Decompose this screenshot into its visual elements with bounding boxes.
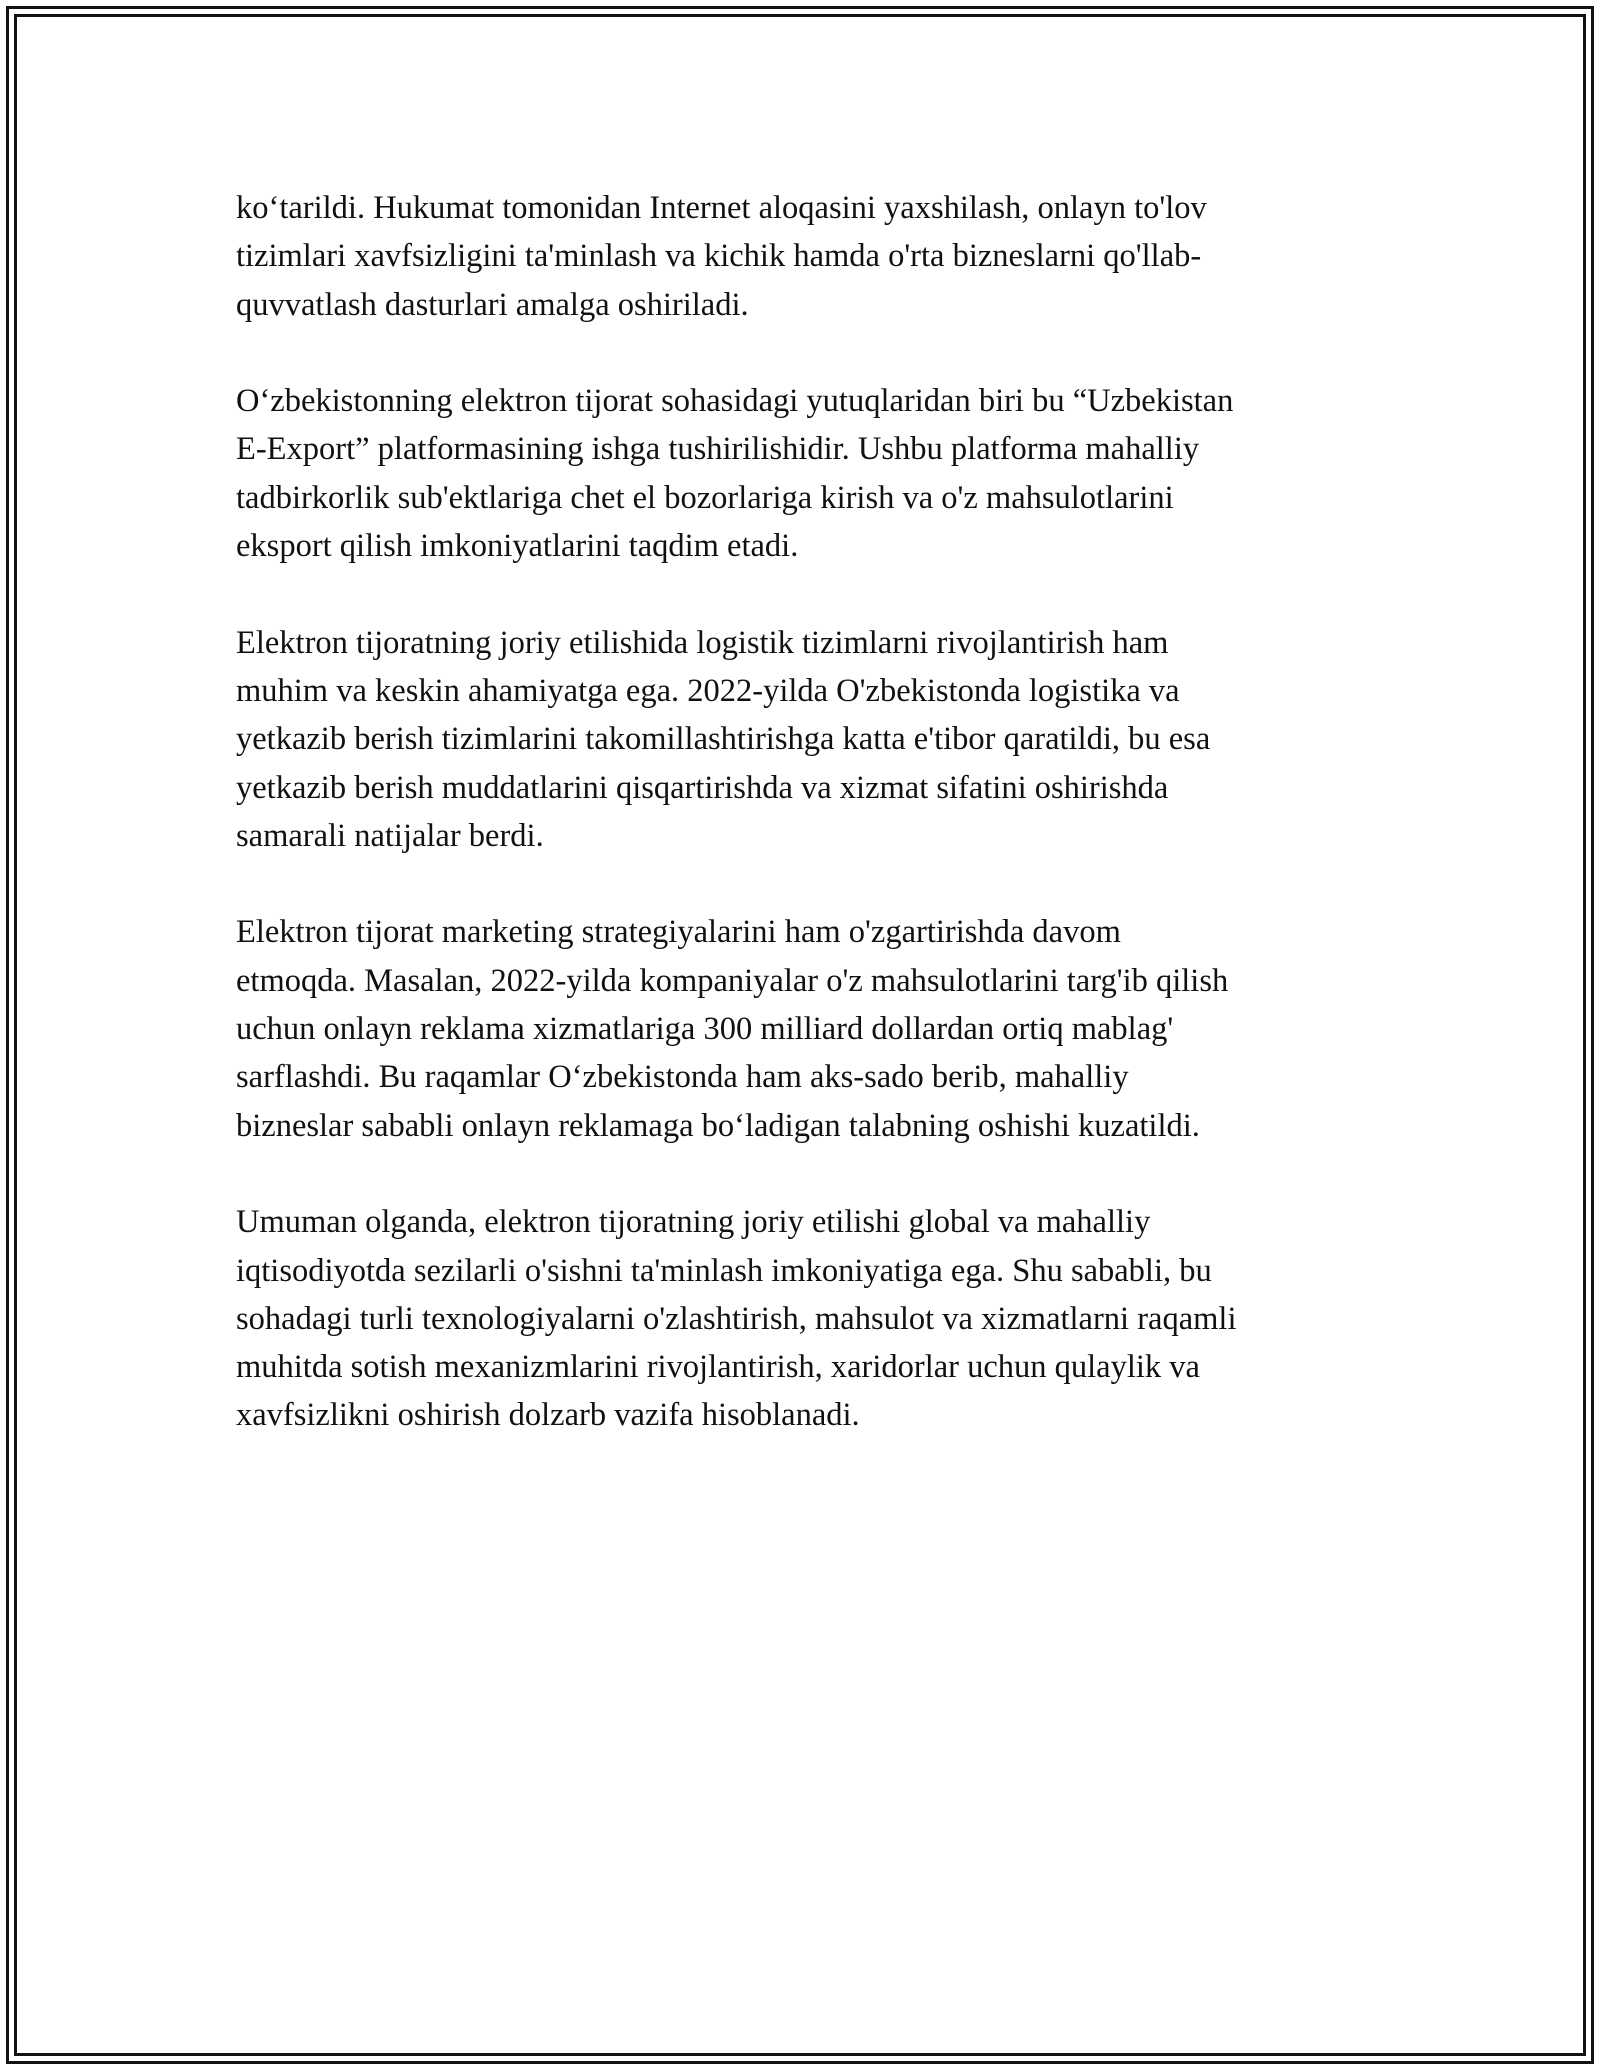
paragraph-line: sohadagi turli texnologiyalarni o'zlashtirish, mahsulot va xizmatlarni raqamli: [236, 1300, 1237, 1337]
paragraph-line: eksport qilish imkoniyatlarini taqdim etadi.: [236, 528, 799, 565]
paragraph-line: Elektron tijorat marketing strategiyalarini ham o'zgartirishda davom: [236, 914, 1121, 951]
paragraph-line: tadbirkorlik sub'ektlariga chet el bozorlariga kirish va o'z mahsulotlarini: [236, 479, 1174, 516]
paragraph-line: bizneslar sababli onlayn reklamaga bo‘ladigan talabning oshishi kuzatildi.: [236, 1107, 1200, 1144]
paragraph-line: iqtisodiyotda sezilarli o'sishni ta'minlash imkoniyatiga ega. Shu sababli, bu: [236, 1252, 1212, 1289]
paragraph-line: Elektron tijoratning joriy etilishida logistik tizimlarni rivojlantirish ham: [236, 624, 1169, 661]
paragraph-5: [236, 1198, 1366, 1439]
paragraph-line: yetkazib berish tizimlarini takomillashtirishga katta e'tibor qaratildi, bu esa: [236, 721, 1211, 758]
paragraph-line: samarali natijalar berdi.: [236, 817, 544, 854]
paragraph-line: xavfsizlikni oshirish dolzarb vazifa hisoblanadi.: [236, 1397, 860, 1434]
paragraph-line: uchun onlayn reklama xizmatlariga 300 milliard dollardan ortiq mablag': [236, 1011, 1174, 1048]
document-body: [236, 184, 1366, 1488]
paragraph-line: O‘zbekistonning elektron tijorat sohasidagi yutuqlaridan biri bu “Uzbekistan: [236, 383, 1234, 420]
paragraph-line: sarflashdi. Bu raqamlar O‘zbekistonda ham aks-sado berib, mahalliy: [236, 1059, 1129, 1096]
paragraph-line: muhim va keskin ahamiyatga ega. 2022-yilda O'zbekistonda logistika va: [236, 672, 1180, 709]
paragraph-2: [236, 377, 1366, 570]
paragraph-line: quvvatlash dasturlari amalga oshiriladi.: [236, 286, 749, 323]
paragraph-line: etmoqda. Masalan, 2022-yilda kompaniyalar o'z mahsulotlarini targ'ib qilish: [236, 962, 1229, 999]
paragraph-line: tizimlari xavfsizligini ta'minlash va kichik hamda o'rta bizneslarni qo'llab-: [236, 238, 1202, 275]
paragraph-1: [236, 184, 1366, 329]
paragraph-line: muhitda sotish mexanizmlarini rivojlantirish, xaridorlar uchun qulaylik va: [236, 1349, 1200, 1386]
paragraph-line: E-Export” platformasining ishga tushirilishidir. Ushbu platforma mahalliy: [236, 431, 1200, 468]
paragraph-line: Umuman olganda, elektron tijoratning joriy etilishi global va mahalliy: [236, 1204, 1151, 1241]
paragraph-4: [236, 908, 1366, 1149]
paragraph-line: ko‘tarildi. Hukumat tomonidan Internet aloqasini yaxshilash, onlayn to'lov: [236, 190, 1207, 226]
paragraph-line: yetkazib berish muddatlarini qisqartirishda va xizmat sifatini oshirishda: [236, 769, 1169, 806]
paragraph-3: [236, 619, 1366, 860]
